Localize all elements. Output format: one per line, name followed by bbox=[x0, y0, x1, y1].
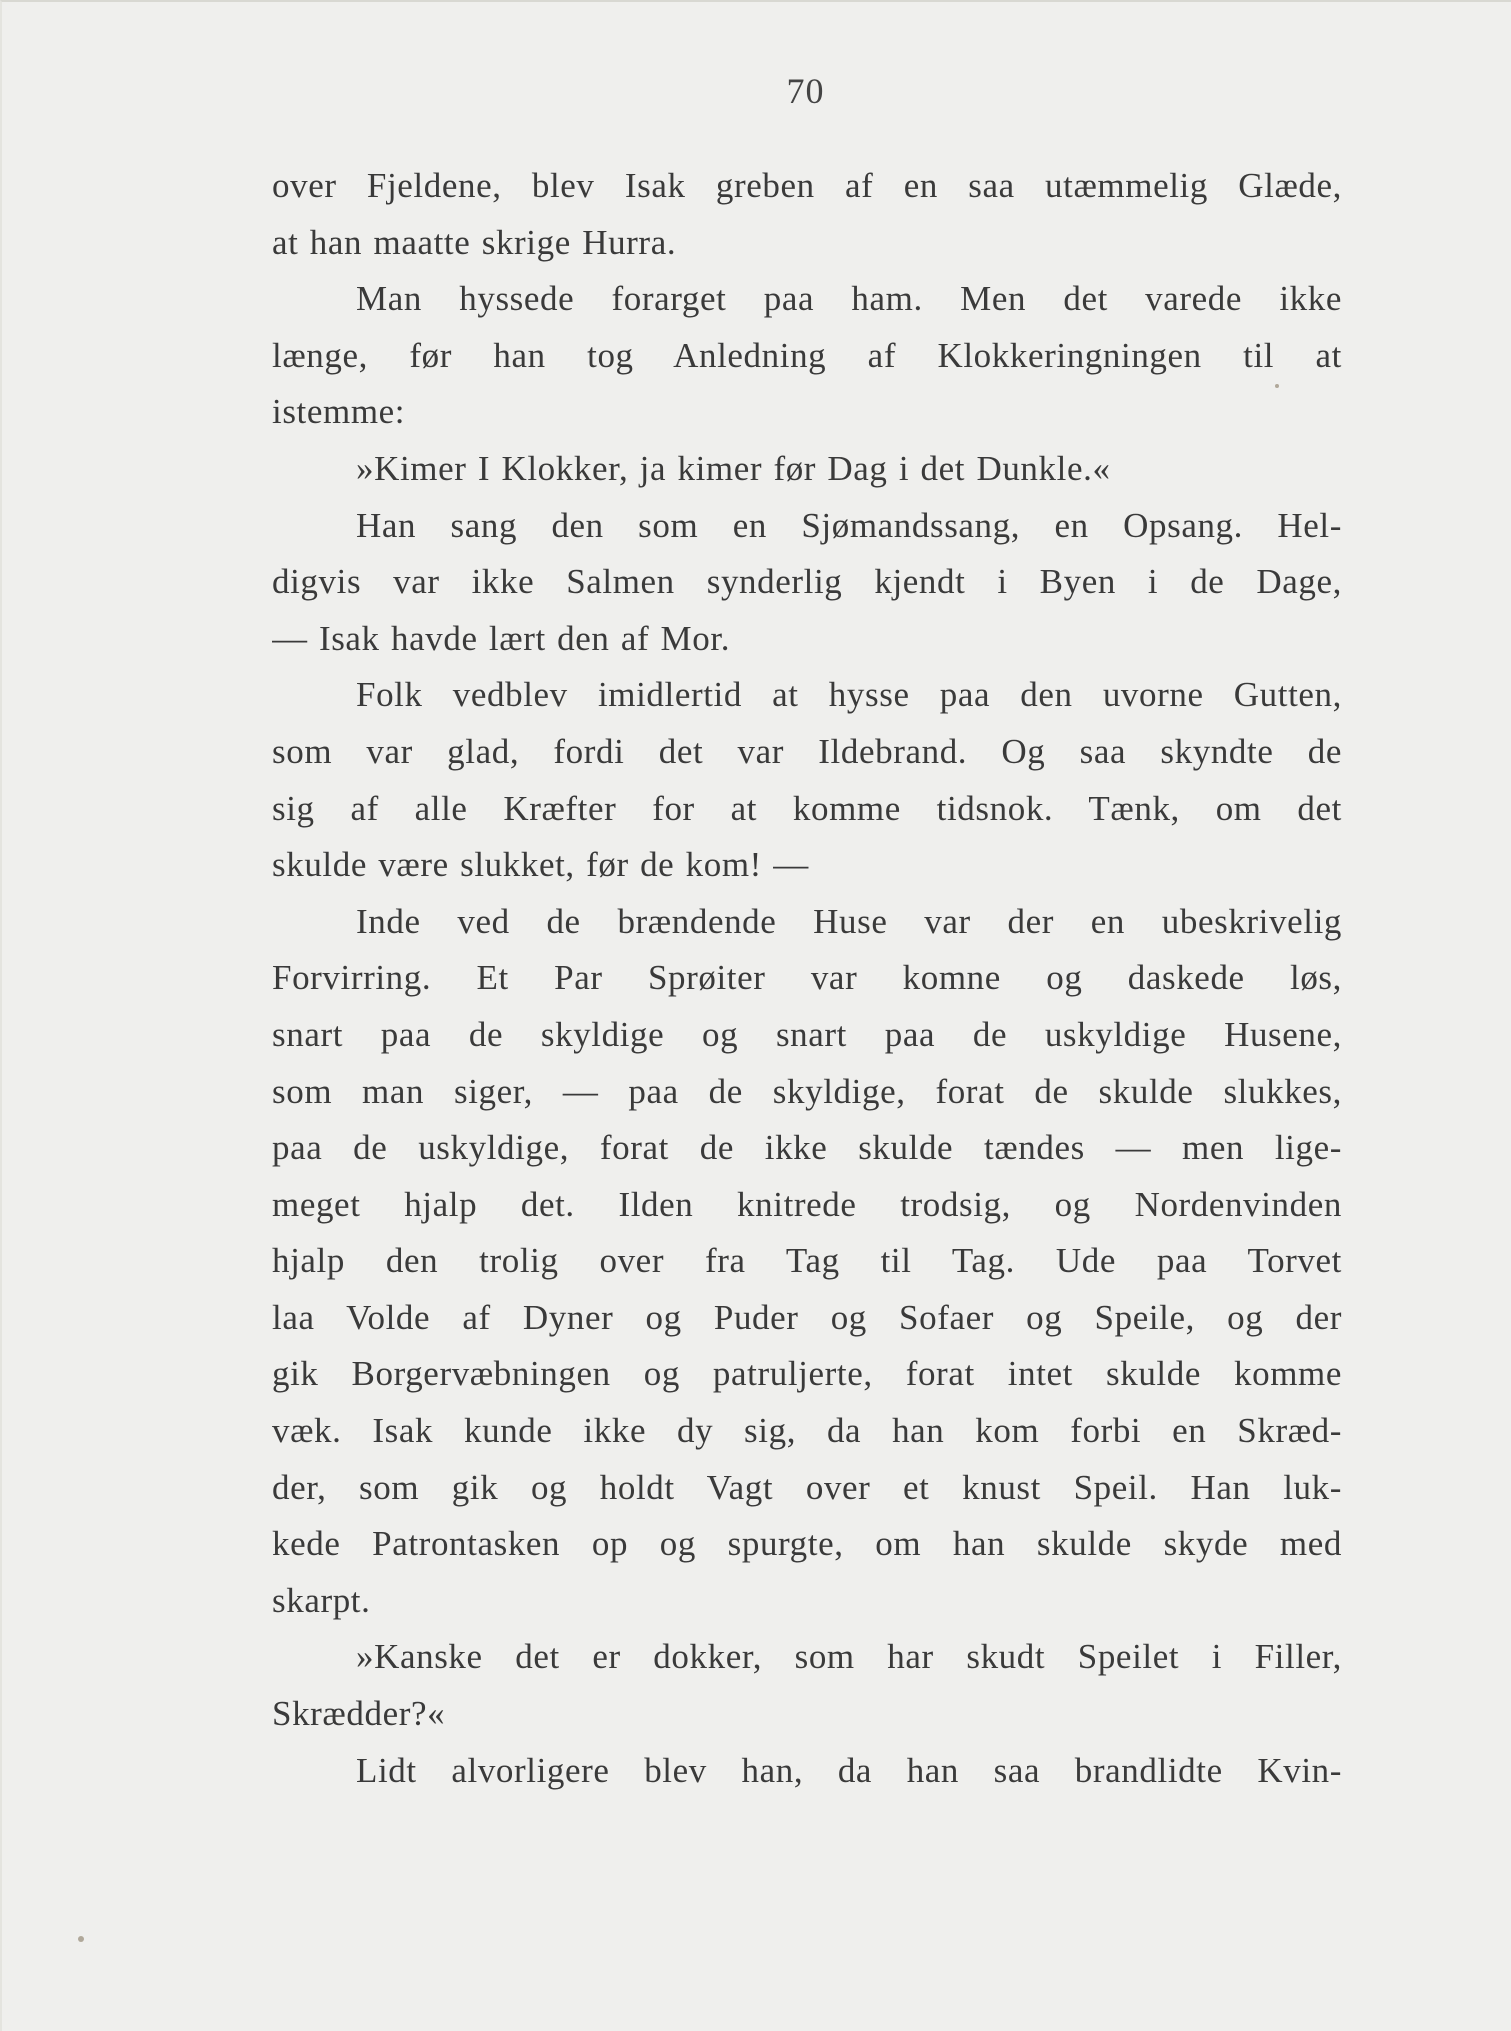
text-line: Han sang den som en Sjømandssang, en Opsang. Hel- bbox=[356, 505, 1342, 545]
text-line: »Kimer I Klokker, ja kimer før Dag i det Dunkle.« bbox=[356, 448, 1111, 488]
text-line: paa de uskyldige, forat de ikke skulde tændes — men lige- bbox=[272, 1128, 1342, 1168]
text-line: over Fjeldene, blev Isak greben af en saa utæmmelig Glæde, bbox=[272, 166, 1342, 205]
text-line: Man hyssede forarget paa ham. Men det varede ikke bbox=[356, 279, 1342, 319]
text-line: kede Patrontasken op og spurgte, om han skulde skyde med bbox=[272, 1524, 1342, 1564]
body-text bbox=[272, 158, 1342, 1799]
text-line: Inde ved de brændende Huse var der en ubeskrivelig bbox=[356, 901, 1342, 941]
text-line: — Isak havde lært den af Mor. bbox=[272, 618, 731, 658]
page-number: 70 bbox=[786, 71, 825, 111]
text-line: længe, før han tog Anledning af Klokkeringningen til at bbox=[272, 335, 1342, 375]
text-line: som man siger, — paa de skyldige, forat de skulde slukkes, bbox=[272, 1071, 1342, 1111]
text-line: gik Borgervæbningen og patruljerte, forat intet skulde komme bbox=[272, 1354, 1342, 1394]
text-line: som var glad, fordi det var Ildebrand. Og saa skyndte de bbox=[272, 731, 1342, 771]
text-line: Lidt alvorligere blev han, da han saa brandlidte Kvin- bbox=[356, 1750, 1342, 1790]
text-line: Forvirring. Et Par Sprøiter var komne og daskede løs, bbox=[272, 958, 1342, 998]
text-line: hjalp den trolig over fra Tag til Tag. Ude paa Torvet bbox=[272, 1241, 1342, 1281]
text-line: laa Volde af Dyner og Puder og Sofaer og Speile, og der bbox=[272, 1297, 1342, 1337]
text-line: der, som gik og holdt Vagt over et knust Speil. Han luk- bbox=[272, 1467, 1342, 1507]
text-line: skulde være slukket, før de kom! — bbox=[272, 845, 809, 885]
text-line: skarpt. bbox=[272, 1580, 371, 1620]
text-line: sig af alle Kræfter for at komme tidsnok. Tænk, om det bbox=[272, 788, 1342, 828]
text-line: væk. Isak kunde ikke dy sig, da han kom forbi en Skræd- bbox=[272, 1411, 1342, 1451]
text-line: »Kanske det er dokker, som har skudt Speilet i Filler, bbox=[356, 1637, 1342, 1677]
text-line: Skrædder?« bbox=[272, 1694, 446, 1734]
text-line: at han maatte skrige Hurra. bbox=[272, 222, 677, 262]
text-line: istemme: bbox=[272, 392, 406, 432]
text-line: meget hjalp det. Ilden knitrede trodsig, og Nordenvinden bbox=[272, 1184, 1342, 1224]
paper-speck bbox=[78, 1936, 84, 1942]
text-line: digvis var ikke Salmen synderlig kjendt i Byen i de Dage, bbox=[272, 562, 1342, 602]
text-line: snart paa de skyldige og snart paa de uskyldige Husene, bbox=[272, 1014, 1342, 1054]
text-line: Folk vedblev imidlertid at hysse paa den uvorne Gutten, bbox=[356, 675, 1342, 715]
paper-speck bbox=[1275, 384, 1279, 388]
